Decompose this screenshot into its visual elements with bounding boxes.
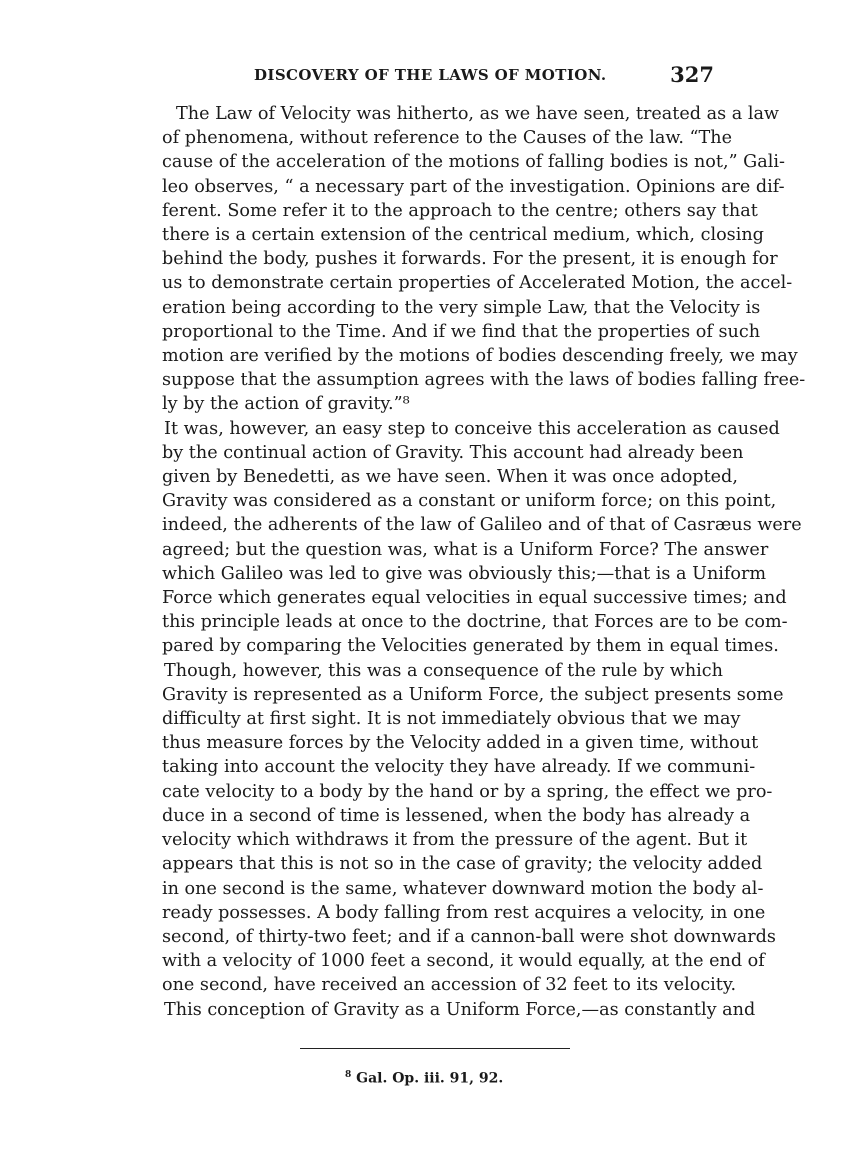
text-line: of phenomena, without reference to the Causes of the law. “The: [162, 128, 733, 149]
text-line: taking into account the velocity they have already. If we communi-: [162, 757, 756, 778]
text-line: by the continual action of Gravity. This account had already been: [162, 442, 744, 463]
text-line: pared by comparing the Velocities generated by them in equal times.: [162, 636, 779, 657]
text-line: us to demonstrate certain properties of Accelerated Motion, the accel-: [162, 273, 793, 294]
footnote: [345, 1070, 503, 1087]
text-line: appears that this is not so in the case of gravity; the velocity added: [162, 854, 763, 875]
text-line: proportional to the Time. And if we find that the properties of such: [162, 321, 761, 342]
text-line: with a velocity of 1000 feet a second, it would equally, at the end of: [162, 951, 765, 972]
text-line: It was, however, an easy step to conceive this acceleration as caused: [164, 418, 780, 439]
paragraph: [162, 998, 756, 1022]
text-line: velocity which withdraws it from the pressure of the agent. But it: [162, 830, 748, 851]
text-line: this principle leads at once to the doctrine, that Forces are to be com-: [162, 612, 788, 633]
text-line: Though, however, this was a consequence of the rule by which: [164, 660, 723, 681]
text-line: This conception of Gravity as a Uniform Force,—as constantly and: [164, 999, 756, 1020]
text-line: one second, have received an accession of 32 feet to its velocity.: [162, 975, 737, 996]
text-line: ready possesses. A body falling from rest acquires a velocity, in one: [162, 902, 766, 923]
running-head: DISCOVERY OF THE LAWS OF MOTION.: [254, 66, 607, 84]
page-header: [162, 62, 714, 92]
text-line: ferent. Some refer it to the approach to the centre; others say that: [162, 200, 758, 221]
text-line: Gravity is represented as a Uniform Force, the subject presents some: [162, 684, 784, 705]
text-line: The Law of Velocity was hitherto, as we have seen, treated as a law: [176, 104, 779, 124]
footnote-rule: [300, 1048, 570, 1049]
text-line: Gravity was considered as a constant or uniform force; on this point,: [162, 491, 777, 512]
text-line: there is a certain extension of the centrical medium, which, closing: [162, 225, 764, 246]
text-line: behind the body, pushes it forwards. For the present, it is enough for: [162, 249, 778, 270]
text-line: in one second is the same, whatever downward motion the body al-: [162, 878, 764, 899]
text-line: thus measure forces by the Velocity added in a given time, without: [162, 733, 759, 754]
text-line: motion are verified by the motions of bodies descending freely, we may: [162, 346, 798, 367]
text-line: agreed; but the question was, what is a Uniform Force? The answer: [162, 539, 769, 560]
text-line: leo observes, “ a necessary part of the investigation. Opinions are dif-: [162, 176, 785, 197]
text-line: indeed, the adherents of the law of Galileo and of that of Casræus were: [162, 515, 802, 536]
page-number: 327: [670, 62, 714, 87]
footnote-marker: 8: [345, 1070, 352, 1080]
paragraph: [162, 417, 802, 659]
paragraph: [162, 102, 806, 417]
text-line: difficulty at first sight. It is not immediately obvious that we may: [162, 709, 741, 730]
text-line: cause of the acceleration of the motions of falling bodies is not,” Gali-: [162, 152, 785, 173]
text-line: duce in a second of time is lessened, when the body has already a: [162, 805, 751, 826]
text-line: cate velocity to a body by the hand or by a spring, the effect we pro-: [162, 781, 773, 802]
text-line: second, of thirty-two feet; and if a cannon-ball were shot downwards: [162, 926, 776, 947]
text-line: eration being according to the very simple Law, that the Velocity is: [162, 297, 761, 318]
paragraph: [162, 659, 784, 998]
text-line: given by Benedetti, as we have seen. When it was once adopted,: [162, 467, 738, 488]
text-line: Force which generates equal velocities in equal successive times; and: [162, 588, 787, 609]
text-line: which Galileo was led to give was obviously this;—that is a Uniform: [162, 563, 767, 584]
footnote-text: Gal. Op. iii. 91, 92.: [356, 1070, 504, 1087]
body-text: [162, 102, 806, 1022]
text-line: ly by the action of gravity.”⁸: [162, 394, 410, 415]
text-line: suppose that the assumption agrees with the laws of bodies falling free-: [162, 370, 806, 391]
